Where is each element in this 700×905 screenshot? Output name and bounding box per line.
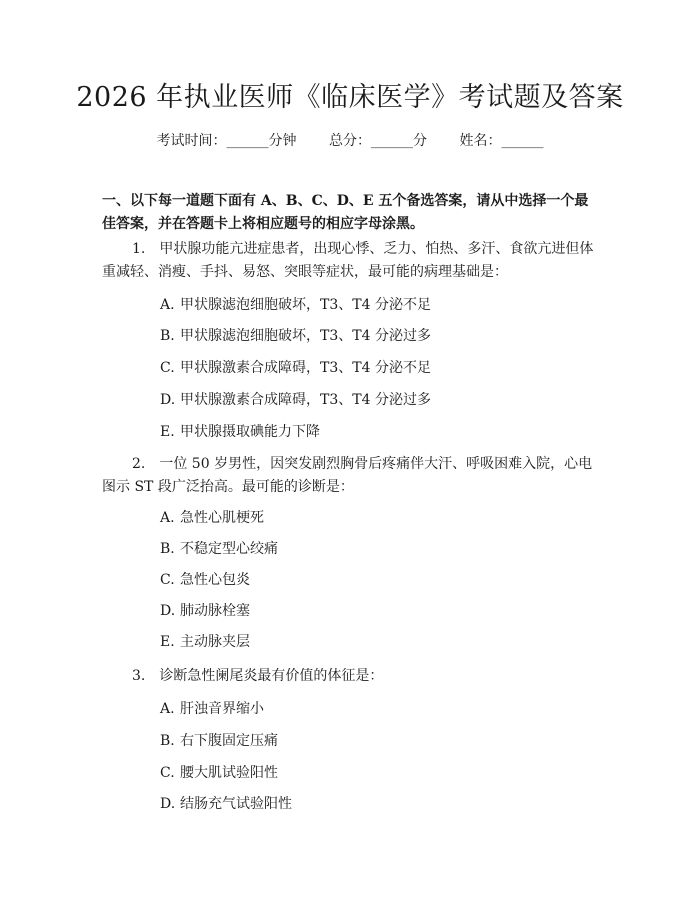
question-2-option-c xyxy=(160,570,600,590)
option-letter: C. xyxy=(160,765,175,781)
question-1-stem xyxy=(102,238,606,284)
option-letter: A. xyxy=(160,297,175,313)
option-letter: C. xyxy=(160,360,175,376)
option-text: 急性心包炎 xyxy=(180,572,250,588)
question-3-option-a xyxy=(160,699,600,719)
question-1-option-b xyxy=(160,326,600,346)
question-2-stem xyxy=(102,453,606,499)
exam-time-field: 考试时间：______分钟 xyxy=(156,133,297,149)
question-number: 3. xyxy=(132,668,146,684)
option-text: 肺动脉栓塞 xyxy=(180,603,250,619)
option-text: 急性心肌梗死 xyxy=(180,510,264,526)
question-text: 甲状腺功能亢进症患者，出现心悸、乏力、怕热、多汗、食欲亢进但体重减轻、消瘦、手抖、易怒、突眼等症状，最可能的病理基础是： xyxy=(102,241,594,280)
option-text: 甲状腺滤泡细胞破坏，T3、T4 分泌过多 xyxy=(180,328,431,344)
question-1-option-a xyxy=(160,295,600,315)
option-letter: A. xyxy=(160,510,175,526)
question-number: 1. xyxy=(132,241,146,257)
option-letter: A. xyxy=(160,701,175,717)
option-text: 右下腹固定压痛 xyxy=(180,733,278,749)
option-letter: B. xyxy=(160,328,175,344)
question-2-option-e xyxy=(160,632,600,652)
question-1-option-c xyxy=(160,358,600,378)
option-text: 腰大肌试验阳性 xyxy=(180,765,278,781)
section-heading: 一、以下每一道题下面有 A、B、C、D、E 五个备选答案，请从中选择一个最佳答案，并在答题卡上将相应题号的相应字母涂黑。 xyxy=(102,193,589,232)
option-letter: D. xyxy=(160,603,176,619)
option-text: 甲状腺激素合成障碍，T3、T4 分泌过多 xyxy=(180,392,431,408)
question-2-option-a xyxy=(160,508,600,528)
exam-meta-line xyxy=(0,130,700,152)
question-text: 一位 50 岁男性，因突发剧烈胸骨后疼痛伴大汗、呼吸困难入院，心电图示 ST 段广泛抬高。最可能的诊断是： xyxy=(102,456,593,495)
option-letter: E. xyxy=(160,424,175,440)
option-text: 肝浊音界缩小 xyxy=(180,701,264,717)
question-2-option-d xyxy=(160,601,600,621)
question-1-option-e xyxy=(160,422,600,442)
question-3-option-c xyxy=(160,763,600,783)
option-letter: B. xyxy=(160,541,175,557)
option-text: 不稳定型心绞痛 xyxy=(180,541,278,557)
page-title: 2026 年执业医师《临床医学》考试题及答案 xyxy=(76,82,624,113)
question-3-stem xyxy=(102,665,606,688)
question-number: 2. xyxy=(132,456,146,472)
option-text: 甲状腺摄取碘能力下降 xyxy=(180,424,320,440)
option-text: 结肠充气试验阳性 xyxy=(180,796,292,812)
option-letter: D. xyxy=(160,392,176,408)
option-letter: E. xyxy=(160,634,175,650)
question-3-option-b xyxy=(160,731,600,751)
question-text: 诊断急性阑尾炎最有价值的体征是： xyxy=(159,668,384,684)
option-text: 甲状腺激素合成障碍，T3、T4 分泌不足 xyxy=(180,360,431,376)
option-letter: B. xyxy=(160,733,175,749)
question-1-option-d xyxy=(160,390,600,410)
option-letter: D. xyxy=(160,796,176,812)
option-letter: C. xyxy=(160,572,175,588)
name-field: 姓名：______ xyxy=(459,133,544,149)
total-score-field: 总分：______分 xyxy=(329,133,427,149)
question-2-option-b xyxy=(160,539,600,559)
option-text: 主动脉夹层 xyxy=(180,634,250,650)
option-text: 甲状腺滤泡细胞破坏，T3、T4 分泌不足 xyxy=(180,297,431,313)
question-3-option-d xyxy=(160,794,600,814)
